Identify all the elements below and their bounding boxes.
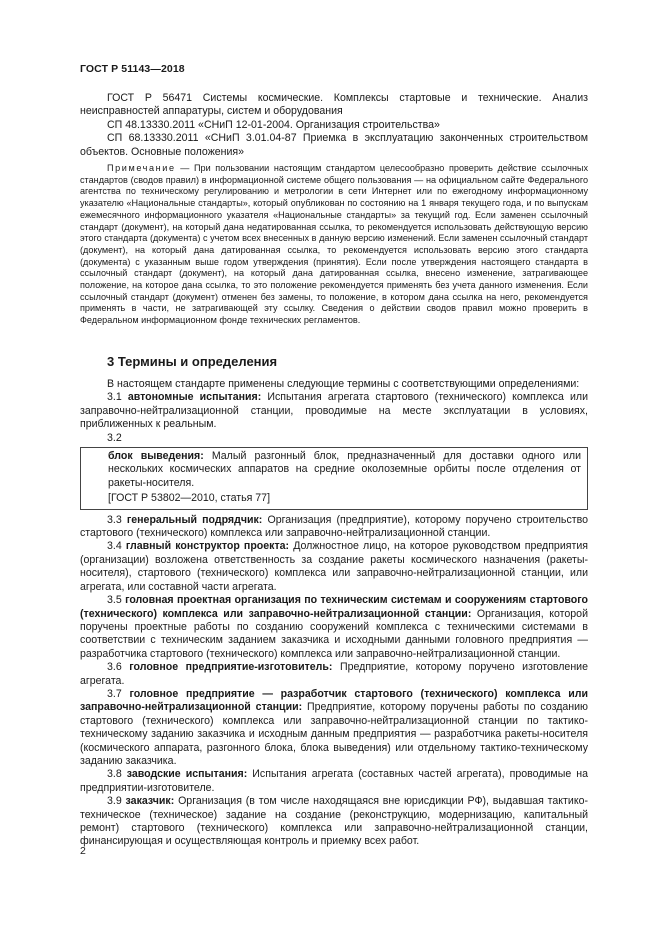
term-name: головное предприятие-изготовитель: bbox=[129, 661, 333, 674]
term-name: автономные испытания: bbox=[127, 391, 262, 404]
term-definition: Малый разгонный блок, предназначенный для доставки одного или нескольких космических аппаратов на средние околоземные орбиты после отделения от ракеты-носителя. bbox=[108, 450, 581, 489]
term-number: 3.7 bbox=[107, 687, 130, 700]
page-number: 2 bbox=[80, 845, 86, 857]
term-number: 3.8 bbox=[107, 768, 127, 781]
term-definition: Испытания агрегата стартового (технического) комплекса или заправочно-нейтрализационной станции, проводимые на месте эксплуатации в условиях, приближенных к реальным. bbox=[80, 391, 588, 431]
term-number: 3.1 bbox=[107, 391, 128, 404]
reference-item: ГОСТ Р 56471 Системы космические. Комплексы стартовые и технические. Анализ неисправностей аппаратуры, систем и оборудования bbox=[80, 92, 588, 118]
term-definition: Предприятие, которому поручены работы по созданию стартового (технического) комплекса или заправочно-нейтрализационной станции по тактико-техническому заданию заказчика и исходным данным предприятия — разработчика ракеты-носителя (космического аппарата, разгонного блока, блока выведения) или отдельному тактико-техническому заданию заказчика. bbox=[80, 701, 588, 767]
term-number: 3.2 bbox=[107, 431, 122, 444]
term-entry bbox=[80, 688, 588, 768]
term-number: 3.4 bbox=[107, 540, 126, 553]
term-definition: Должностное лицо, на которое руководством предприятия (организации) возложена ответственность за создание ракеты космического назначения (ракеты-носителя), стартового (технического) комплекса или заправочно-нейтрализационной станции, или агрегата, или составной части агрегата. bbox=[80, 540, 588, 593]
term-source: [ГОСТ Р 53802—2010, статья 77] bbox=[108, 492, 271, 505]
term-name: головная проектная организация по техническим системам и сооружениям стартового (технического) комплекса или заправочно-нейтрализационной станции: bbox=[80, 594, 588, 620]
term-number: 3.3 bbox=[107, 513, 127, 526]
section-title: 3 Термины и определения bbox=[107, 354, 278, 369]
note-block bbox=[80, 163, 588, 327]
note-text: — При пользовании настоящим стандартом целесообразно проверить действие ссылочных стандартов (сводов правил) в информационной системе общего пользования — на официальном сайте Федерального агентства по техническому регулированию и метрологии в сети Интернет или по ежегодному информационному указателю «Национальные стандарты», который опубликован по состоянию на 1 января текущего года, и по выпускам ежемесячного информационного указателя «Национальные стандарты» за текущий год. Если заменен ссылочный стандарт (документ), на который дана недатированная ссылка, то рекомендуется использовать действующую версию этого стандарта (документа) с учетом всех внесенных в данную версию изменений. Если заменен ссылочный стандарт (документ), на который дана датированная ссылка, то рекомендуется использовать версию этого стандарта (документа) с указанным выше годом утверждения (принятия). Если после утверждения настоящего стандарта в ссылочный стандарт (документ), на который дана датированная ссылка, внесено изменение, затрагивающее положение, на которое дана ссылка, то это положение рекомендуется применять без учета данного изменения. Если ссылочный стандарт (документ) отменен без замены, то положение, в котором дана ссылка на него, рекомендуется применять в части, не затрагивающей эту ссылку. Сведения о действии сводов правил можно проверить в Федеральном информационном фонде технических регламентов. bbox=[80, 163, 588, 326]
term-number: 3.5 bbox=[107, 594, 126, 607]
term-number: 3.6 bbox=[107, 661, 130, 674]
term-frame bbox=[80, 447, 588, 510]
term-entry bbox=[108, 450, 581, 490]
term-entry bbox=[80, 540, 588, 594]
term-name: блок выведения: bbox=[108, 450, 204, 463]
document-header: ГОСТ Р 51143—2018 bbox=[80, 63, 185, 75]
term-entry bbox=[80, 391, 588, 431]
term-name: заказчик: bbox=[125, 795, 175, 808]
note-label: Примечание bbox=[107, 163, 176, 173]
term-entry bbox=[80, 661, 588, 688]
term-entry bbox=[80, 514, 588, 541]
term-name: генеральный подрядчик: bbox=[126, 513, 263, 526]
term-entry bbox=[80, 594, 588, 661]
term-definition: Предприятие, которому поручено изготовление агрегата. bbox=[80, 661, 588, 687]
term-number: 3.9 bbox=[107, 795, 126, 808]
reference-item: СП 48.13330.2011 «СНиП 12-01-2004. Организация строительства» bbox=[107, 118, 440, 131]
reference-item: СП 68.13330.2011 «СНиП 3.01.04-87 Приемка в эксплуатацию законченных строительством объектов. Основные положения» bbox=[80, 132, 588, 158]
term-definition: Организация (предприятие), которому поручено строительство стартового (технического) комплекса или заправочно-нейтрализационной станции. bbox=[80, 513, 588, 540]
term-name: главный конструктор проекта: bbox=[125, 540, 290, 553]
term-definition: Организация, которой поручены проектные работы по созданию сооружений комплекса с техническими системами в соответствии с техническим заданием заказчика и исходными данными головного предприятия — разработчика стартового (технического) комплекса или заправочно-нейтрализационной станции. bbox=[80, 607, 588, 660]
section-3 bbox=[80, 354, 588, 849]
term-entry bbox=[80, 768, 588, 795]
term-name: заводские испытания: bbox=[126, 768, 248, 781]
note-paragraph bbox=[80, 163, 588, 327]
term-entry bbox=[80, 795, 588, 849]
term-name: головное предприятие — разработчик стартового (технического) комплекса или заправочно-нейтрализационной станции: bbox=[80, 687, 588, 714]
section-intro: В настоящем стандарте применены следующие термины с соответствующими определениями: bbox=[107, 378, 580, 390]
term-definition: Организация (в том числе находящаяся вне юрисдикции РФ), выдавшая тактико-техническое (техническое) задание на создание (реконструкцию, модернизацию, капитальный ремонт) стартового (технического) комплекса или заправочно-нейтрализационной станции, финансирующая и осуществляющая контроль и приемку всех работ. bbox=[80, 795, 588, 848]
term-definition: Испытания агрегата (составных частей агрегата), проводимые на предприятии-изготовителе. bbox=[80, 768, 588, 794]
normative-references bbox=[80, 92, 588, 159]
